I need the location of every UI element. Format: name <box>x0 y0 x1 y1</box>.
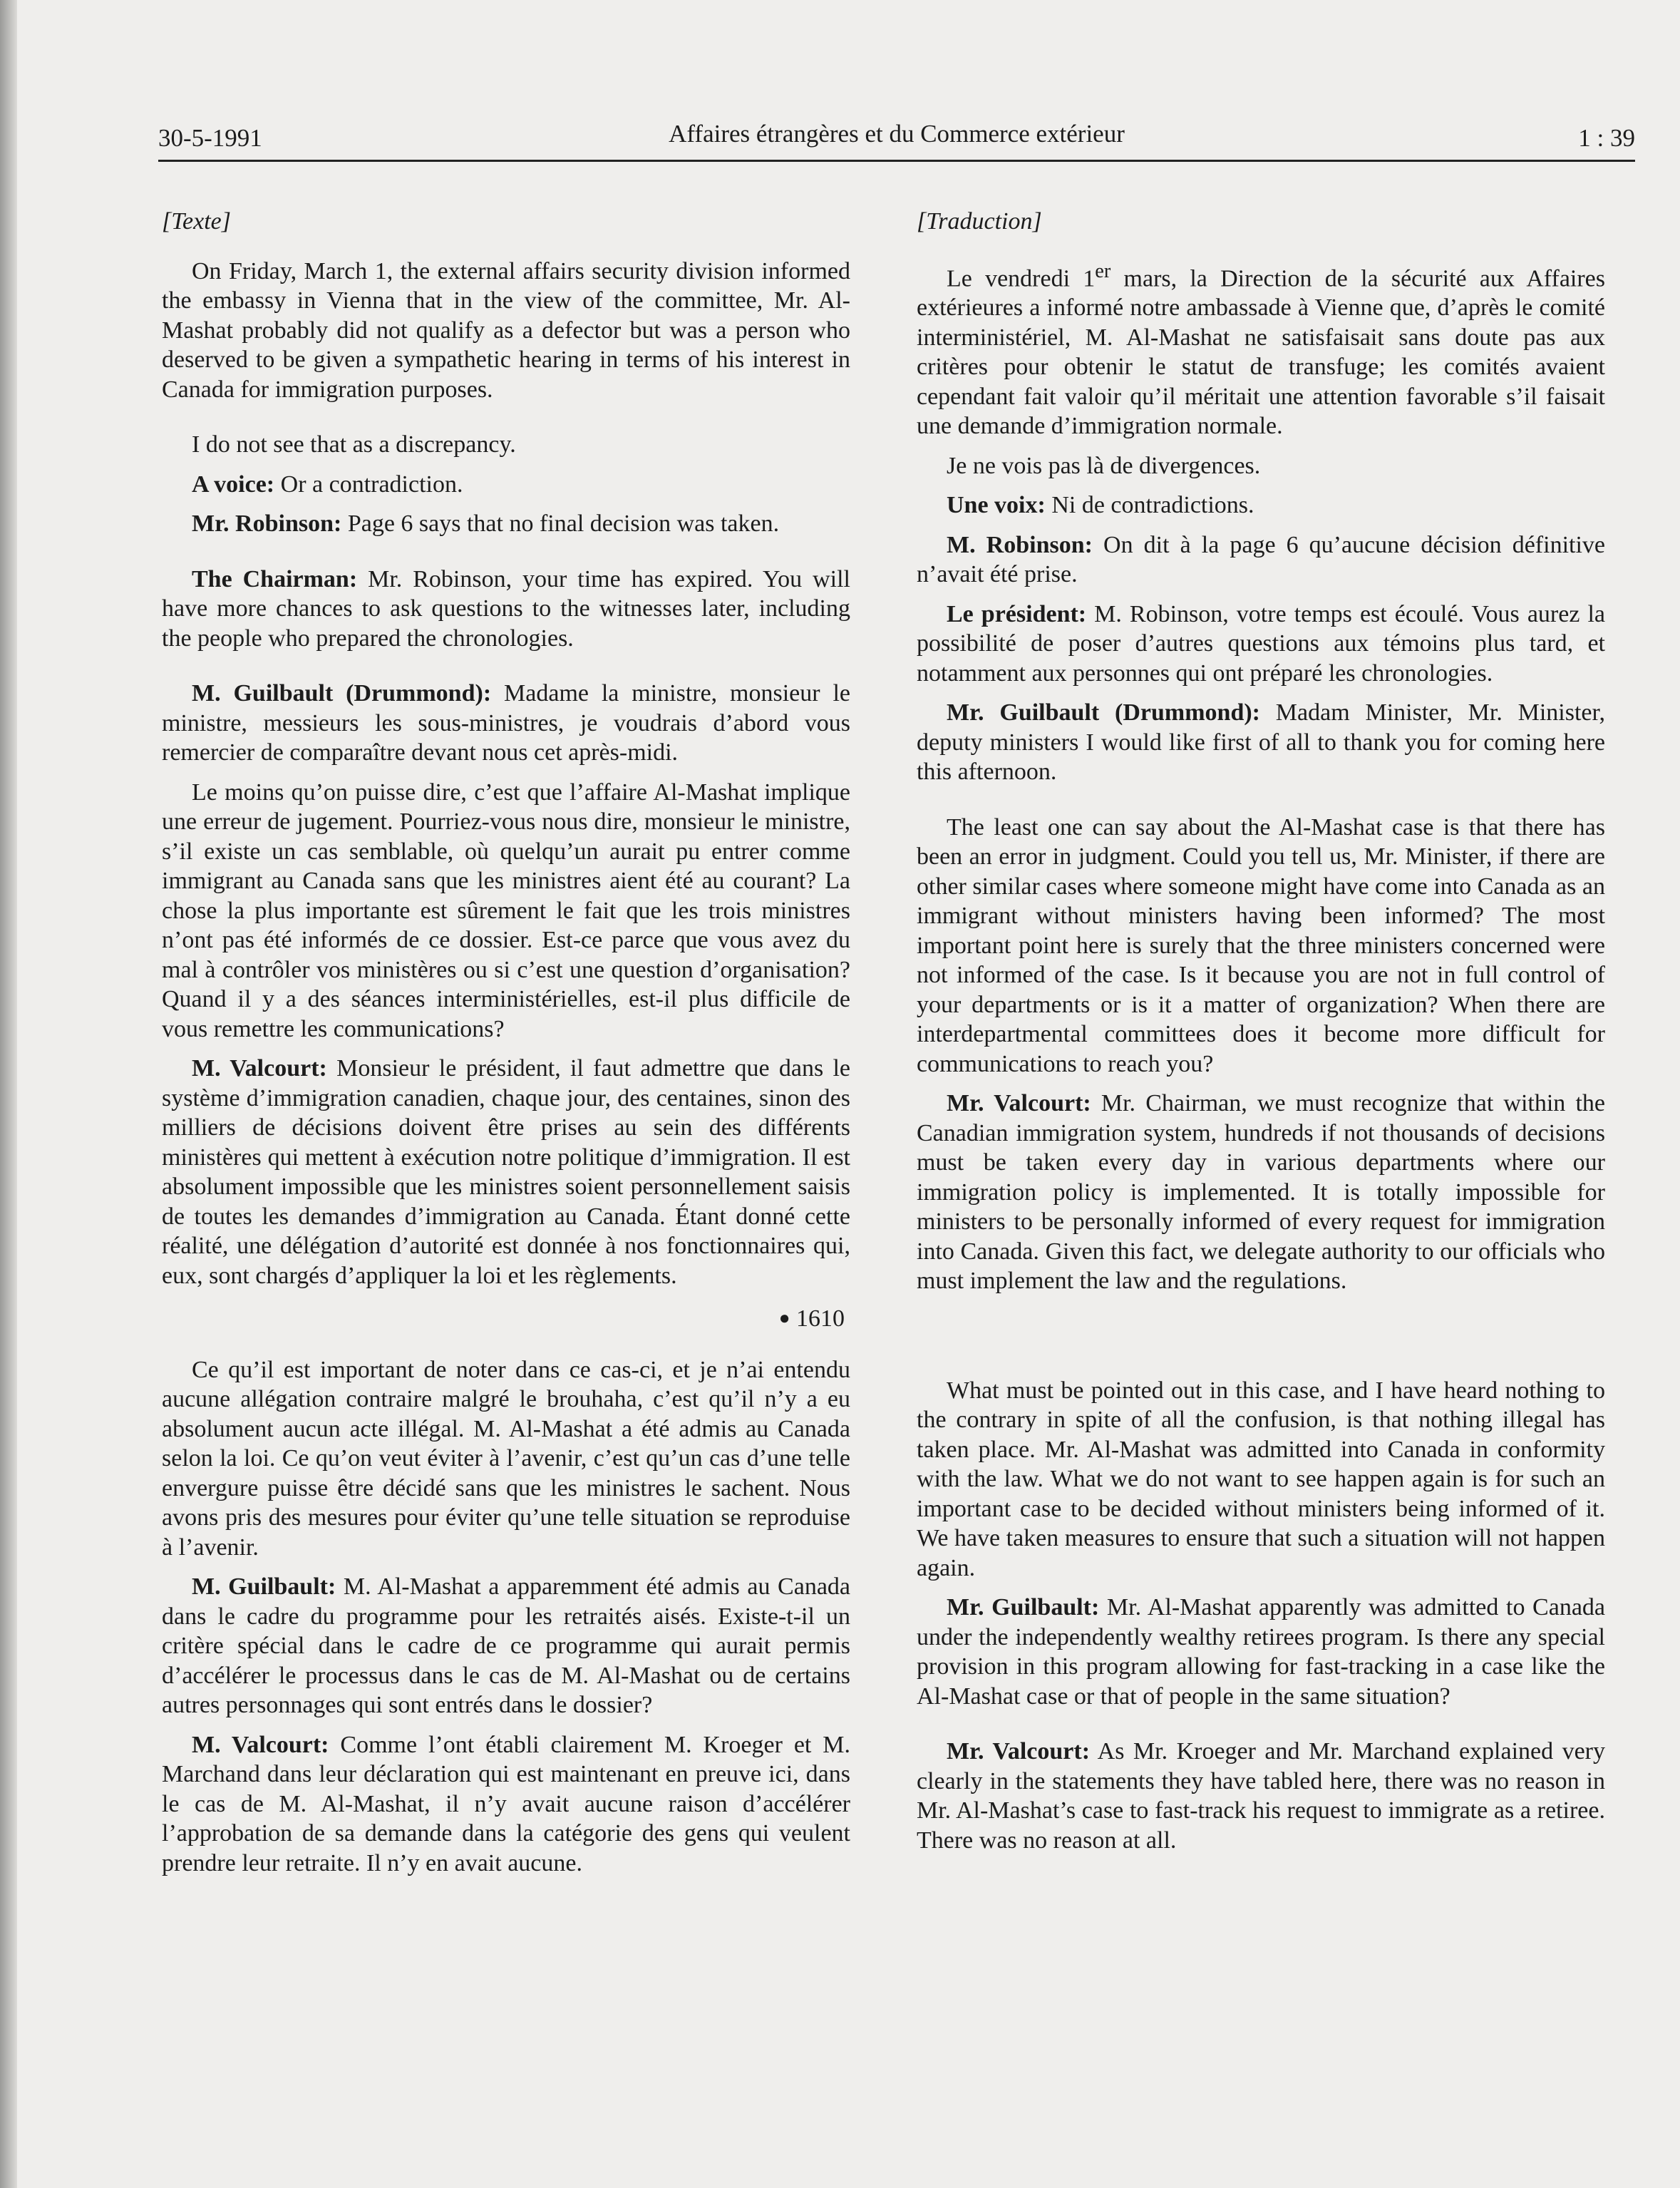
speaker-name: M. Valcourt: <box>192 1055 327 1082</box>
speaker-name: Mr. Guilbault (Drummond): <box>947 699 1260 726</box>
paragraph: I do not see that as a discrepancy. <box>192 431 516 458</box>
speech-text: As Mr. Kroeger and Mr. Marchand explained very clearly in the statements they have tabled here, there was no reason in Mr. Al-Mashat’s case to fast-track his request to immigrate as a retiree. There was no reason at all. <box>917 1738 1606 1854</box>
paragraph-text: mars, la Direction de la sécurité aux Affaires extérieures a informé notre ambassade à Vienne que, d’après le comité interministériel, M. Al-Mashat ne satisfaisait sans doute pas aux critères pour obtenir le statut de transfuge; les comités avaient cependant fait valoir qu’il méritait une attention favorable s’il faisait une demande d’immigration normale. <box>917 264 1605 440</box>
speaker-name: Mr. Valcourt: <box>947 1090 1091 1117</box>
paragraph <box>162 679 850 768</box>
paragraph <box>162 1730 850 1879</box>
paragraph <box>917 1089 1605 1296</box>
speaker-name: Mr. Robinson: <box>192 510 342 537</box>
header-rule <box>158 160 1635 162</box>
header-title: Affaires étrangères et du Commerce extérieur <box>669 120 1125 148</box>
speaker-name: M. Guilbault (Drummond): <box>192 680 492 707</box>
speaker-name: M. Valcourt: <box>192 1731 329 1758</box>
header-date: 30-5-1991 <box>158 124 262 152</box>
paragraph: Je ne vois pas là de divergences. <box>947 452 1261 479</box>
speaker-name: A voice: <box>192 471 275 498</box>
speech-text: Mr. Al-Mashat apparently was admitted to Canada under the independently wealthy retirees program. Is there any special provision in this program allowing for fast-tracking in a case like the Al-Mashat case or that of people in the same situation? <box>917 1594 1605 1710</box>
left-column <box>162 207 850 1888</box>
speech-text: Mr. Chairman, we must recognize that within the Canadian immigration system, hundreds if not thousands of decisions must be taken every day in various departments where our immigration policy is implemented. It is totally impossible for ministers to be personally informed of every request for immigration into Canada. Given this fact, we delegate authority to our officials who must implement the law and the regulations. <box>917 1090 1605 1295</box>
speech-text: M. Al-Mashat a apparemment été admis au Canada dans le cadre du programme pour les retraités aisés. Existe-t-il un critère spécial dans le cadre de ce programme qui aurait permis d’accélérer le processus dans le cas de M. Al-Mashat ou de certains autres personnages qui sont entrés dans le dossier? <box>162 1573 850 1718</box>
paragraph <box>917 257 1605 441</box>
running-header <box>158 120 1635 157</box>
speaker-name: The Chairman: <box>192 565 358 592</box>
paragraph <box>162 470 850 500</box>
time-marker-value: 1610 <box>796 1305 845 1332</box>
speech-text: On dit à la page 6 qu’aucune décision définitive n’avait été prise. <box>917 531 1606 588</box>
speech-text: Comme l’ont établi clairement M. Kroeger et M. Marchand dans leur déclaration qui est maintenant en preuve ici, dans le cas de M. Al-Mashat, il n’y avait aucune raison d’accélérer l’approbation de sa demande dans la catégorie des gens qui veulent prendre leur retraite. Il n’y en avait aucune. <box>162 1731 850 1876</box>
right-column-tag: [Traduction] <box>917 208 1042 235</box>
speech-text: Or a contradiction. <box>274 471 463 498</box>
paragraph <box>917 490 1605 520</box>
paragraph <box>162 1054 850 1290</box>
paragraph <box>917 698 1605 787</box>
paragraph <box>917 600 1605 689</box>
speaker-name: Une voix: <box>947 492 1046 519</box>
speech-text: Mr. Robinson, your time has expired. You will have more chances to ask questions to the witnesses later, including the people who prepared the chronologies. <box>162 565 850 652</box>
speech-text: Ni de contradictions. <box>1045 492 1254 519</box>
speaker-name: M. Robinson: <box>947 531 1093 558</box>
page-binding-edge <box>0 0 17 2188</box>
paragraph <box>917 530 1605 590</box>
speech-text: Madam Minister, Mr. Minister, deputy ministers I would like first of all to thank you for coming here this afternoon. <box>917 699 1605 786</box>
speech-text: Monsieur le président, il faut admettre que dans le système d’immigration canadien, chaque jour, des centaines, sinon des milliers de décisions doivent être prises au sein des différents ministères qui mettent à exécution notre politique d’immigration. Il est absolument impossible que les ministres soient personnellement saisis de toutes les demandes d’immigration au Canada. Étant donné cette réalité, une délégation d’autorité est donnée à nos fonctionnaires qui, eux, sont chargés d’appliquer la loi et les règlements. <box>162 1055 851 1289</box>
speaker-name: Mr. Valcourt: <box>947 1738 1091 1765</box>
time-marker <box>162 1303 845 1334</box>
paragraph <box>162 509 850 539</box>
paragraph <box>162 1572 850 1720</box>
paragraph: On Friday, March 1, the external affairs security division informed the embassy in Vienna that in the view of the committee, Mr. Al-Mashat probably did not qualify as a defector but was a person who deserved to be given a sympathetic hearing in terms of his interest in Canada for immigration purposes. <box>162 257 850 403</box>
speech-text: Madame la ministre, monsieur le ministre, messieurs les sous-ministres, je voudrais d’abord vous remercier de comparaître devant nous cet après-midi. <box>162 680 850 766</box>
ordinal-superscript: er <box>1095 260 1111 282</box>
paragraph <box>917 1737 1605 1855</box>
right-column <box>917 207 1605 1865</box>
speech-text: Page 6 says that no final decision was taken. <box>341 510 780 537</box>
paragraph: The least one can say about the Al-Mashat case is that there has been an error in judgment. Could you tell us, Mr. Minister, if there are other similar cases where someone might have come into Canada as an immigrant without ministers having been informed? The most important point here is surely that the three ministers concerned were not informed of the case. Is it because you are not in full control of your departments or is it a matter of organization? When there are interdepartmental committees does it become more difficult for communications to reach you? <box>917 813 1605 1077</box>
left-column-tag: [Texte] <box>162 208 231 235</box>
paragraph <box>162 565 850 654</box>
bullet-icon: ● <box>778 1308 790 1328</box>
paragraph: Le moins qu’on puisse dire, c’est que l’affaire Al-Mashat implique une erreur de jugement. Pourriez-vous nous dire, monsieur le ministre, s’il existe un cas semblable, où quelqu’un aurait pu entrer comme immigrant au Canada sans que les ministres aient été au courant? La chose la plus importante est sûrement le fait que les trois ministres n’ont pas été informés de ce dossier. Est-ce parce que vous avez du mal à contrôler vos ministères ou si c’est une question d’organisation? Quand il y a des séances interministérielles, est-il plus difficile de vous remettre les communications? <box>162 779 850 1042</box>
speaker-name: Le président: <box>947 600 1087 627</box>
header-page-number: 1 : 39 <box>1578 124 1635 152</box>
speech-text: M. Robinson, votre temps est écoulé. Vous aurez la possibilité de poser d’autres questions aux témoins plus tard, et notamment aux personnes qui ont préparé les chronologies. <box>917 600 1605 687</box>
paragraph <box>917 1593 1605 1711</box>
paragraph: What must be pointed out in this case, and I have heard nothing to the contrary in spite of all the confusion, is that nothing illegal has taken place. Mr. Al-Mashat was admitted into Canada in conformity with the law. What we do not want to see happen again is for such an important case to be decided without ministers being informed of it. We have taken measures to ensure that such a situation will not happen again. <box>917 1377 1605 1581</box>
paragraph-text: Le vendredi 1 <box>947 264 1096 292</box>
speaker-name: Mr. Guilbault: <box>947 1594 1100 1621</box>
speaker-name: M. Guilbault: <box>192 1573 336 1600</box>
paragraph: Ce qu’il est important de noter dans ce cas-ci, et je n’ai entendu aucune allégation contraire malgré le brouhaha, c’est qu’il n’y a eu absolument aucun acte illégal. M. Al-Mashat a été admis au Canada selon la loi. Ce qu’on veut éviter à l’avenir, c’est qu’un cas d’une telle envergure puisse être décidé sans que les ministres le sachent. Nous avons pris des mesures pour éviter qu’une telle situation se reproduise à l’avenir. <box>162 1356 850 1561</box>
